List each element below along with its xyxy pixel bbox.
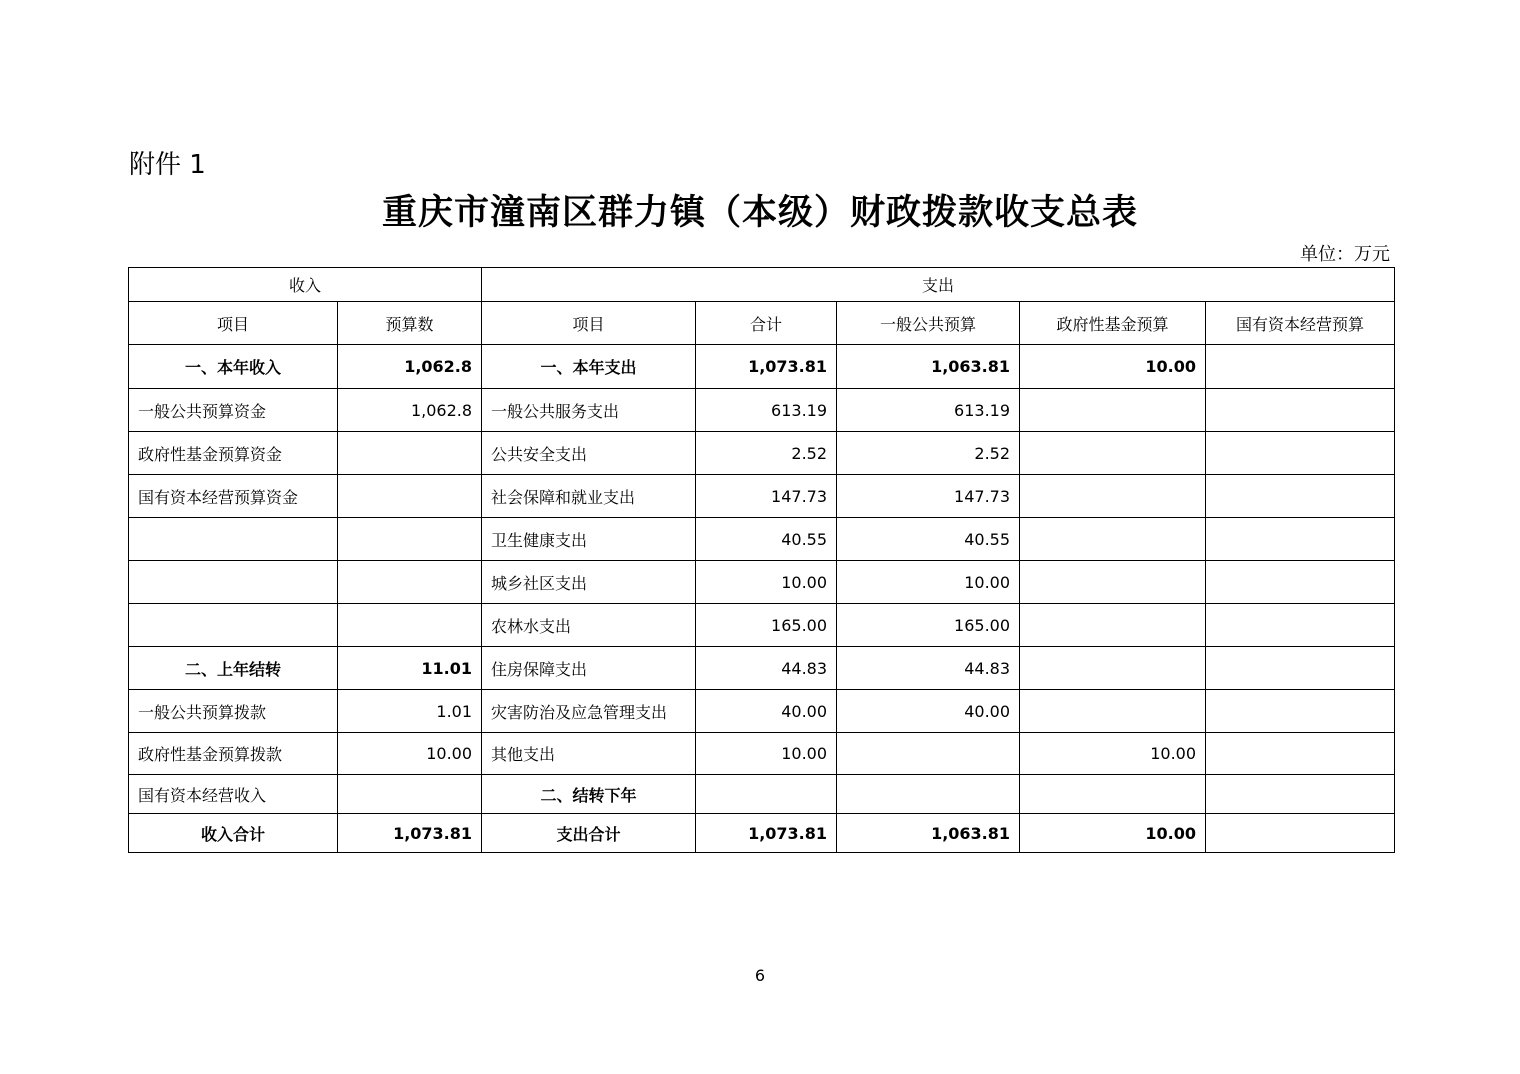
cell-expenditure-item: 一般公共服务支出: [482, 389, 696, 432]
group-header-row: [129, 268, 1395, 302]
cell-total: 147.73: [696, 475, 837, 518]
cell-expenditure-item: 社会保障和就业支出: [482, 475, 696, 518]
cell-general-budget: 44.83: [837, 647, 1020, 690]
cell-general-budget: 1,063.81: [837, 814, 1020, 853]
col-header-expenditure-item: 项目: [482, 302, 696, 345]
cell-state-capital-budget: [1206, 389, 1395, 432]
cell-state-capital-budget: [1206, 733, 1395, 775]
cell-state-capital-budget: [1206, 475, 1395, 518]
cell-income-item: [129, 604, 338, 647]
unit-label: 单位：万元: [1300, 244, 1390, 265]
cell-general-budget: 40.55: [837, 518, 1020, 561]
cell-expenditure-item: 城乡社区支出: [482, 561, 696, 604]
cell-income-item: 国有资本经营收入: [129, 775, 338, 814]
cell-state-capital-budget: [1206, 345, 1395, 389]
cell-income-item: 国有资本经营预算资金: [129, 475, 338, 518]
cell-fund-budget: 10.00: [1020, 814, 1206, 853]
table-row: [129, 345, 1395, 389]
cell-total: 10.00: [696, 561, 837, 604]
table-row: [129, 518, 1395, 561]
cell-total: 1,073.81: [696, 345, 837, 389]
cell-expenditure-item: 一、本年支出: [482, 345, 696, 389]
cell-total: 44.83: [696, 647, 837, 690]
cell-general-budget: [837, 775, 1020, 814]
column-header-row: [129, 302, 1395, 345]
cell-income-budget: 1,062.8: [338, 345, 482, 389]
cell-fund-budget: [1020, 432, 1206, 475]
col-header-general-budget: 一般公共预算: [837, 302, 1020, 345]
cell-income-item: 二、上年结转: [129, 647, 338, 690]
cell-general-budget: 1,063.81: [837, 345, 1020, 389]
cell-fund-budget: [1020, 518, 1206, 561]
cell-general-budget: 147.73: [837, 475, 1020, 518]
cell-fund-budget: [1020, 604, 1206, 647]
cell-income-budget: 1,062.8: [338, 389, 482, 432]
col-header-total: 合计: [696, 302, 837, 345]
cell-income-budget: 1,073.81: [338, 814, 482, 853]
table-row: [129, 561, 1395, 604]
cell-total: 40.00: [696, 690, 837, 733]
cell-total: 2.52: [696, 432, 837, 475]
cell-income-budget: 1.01: [338, 690, 482, 733]
cell-income-budget: [338, 518, 482, 561]
table-row: [129, 604, 1395, 647]
table-row: [129, 733, 1395, 775]
cell-general-budget: 165.00: [837, 604, 1020, 647]
cell-income-budget: 11.01: [338, 647, 482, 690]
cell-income-budget: [338, 775, 482, 814]
cell-expenditure-item: 卫生健康支出: [482, 518, 696, 561]
cell-total: 613.19: [696, 389, 837, 432]
table-row: [129, 389, 1395, 432]
cell-fund-budget: [1020, 690, 1206, 733]
cell-expenditure-item: 公共安全支出: [482, 432, 696, 475]
cell-state-capital-budget: [1206, 432, 1395, 475]
page-title: 重庆市潼南区群力镇（本级）财政拨款收支总表: [381, 192, 1138, 233]
cell-income-item: [129, 518, 338, 561]
cell-general-budget: 40.00: [837, 690, 1020, 733]
cell-fund-budget: [1020, 647, 1206, 690]
income-group-header: 收入: [129, 268, 482, 302]
cell-income-item: 一、本年收入: [129, 345, 338, 389]
table-row: [129, 690, 1395, 733]
cell-income-item: 一般公共预算拨款: [129, 690, 338, 733]
attachment-label: 附件 1: [129, 150, 206, 180]
cell-state-capital-budget: [1206, 604, 1395, 647]
cell-expenditure-item: 住房保障支出: [482, 647, 696, 690]
table-row: [129, 432, 1395, 475]
cell-income-item: 政府性基金预算资金: [129, 432, 338, 475]
cell-income-budget: [338, 561, 482, 604]
table-row: [129, 475, 1395, 518]
budget-summary-table: [128, 267, 1395, 853]
cell-fund-budget: 10.00: [1020, 733, 1206, 775]
cell-total: 1,073.81: [696, 814, 837, 853]
col-header-income-item: 项目: [129, 302, 338, 345]
cell-income-budget: 10.00: [338, 733, 482, 775]
cell-general-budget: 10.00: [837, 561, 1020, 604]
cell-expenditure-item: 支出合计: [482, 814, 696, 853]
cell-income-budget: [338, 432, 482, 475]
col-header-state-capital-budget: 国有资本经营预算: [1206, 302, 1395, 345]
cell-total: 40.55: [696, 518, 837, 561]
cell-fund-budget: [1020, 561, 1206, 604]
cell-state-capital-budget: [1206, 561, 1395, 604]
cell-expenditure-item: 其他支出: [482, 733, 696, 775]
page-number: 6: [754, 966, 766, 985]
expenditure-group-header: 支出: [482, 268, 1395, 302]
cell-income-budget: [338, 475, 482, 518]
cell-state-capital-budget: [1206, 647, 1395, 690]
cell-state-capital-budget: [1206, 690, 1395, 733]
cell-expenditure-item: 二、结转下年: [482, 775, 696, 814]
cell-total: 165.00: [696, 604, 837, 647]
cell-total: 10.00: [696, 733, 837, 775]
cell-general-budget: 613.19: [837, 389, 1020, 432]
cell-income-item: 收入合计: [129, 814, 338, 853]
cell-state-capital-budget: [1206, 814, 1395, 853]
cell-state-capital-budget: [1206, 518, 1395, 561]
cell-income-budget: [338, 604, 482, 647]
cell-total: [696, 775, 837, 814]
cell-income-item: 政府性基金预算拨款: [129, 733, 338, 775]
cell-general-budget: [837, 733, 1020, 775]
table-row: [129, 814, 1395, 853]
cell-income-item: 一般公共预算资金: [129, 389, 338, 432]
col-header-fund-budget: 政府性基金预算: [1020, 302, 1206, 345]
table-row: [129, 775, 1395, 814]
cell-income-item: [129, 561, 338, 604]
cell-general-budget: 2.52: [837, 432, 1020, 475]
cell-state-capital-budget: [1206, 775, 1395, 814]
cell-expenditure-item: 农林水支出: [482, 604, 696, 647]
col-header-income-budget: 预算数: [338, 302, 482, 345]
cell-fund-budget: [1020, 389, 1206, 432]
cell-fund-budget: [1020, 775, 1206, 814]
cell-fund-budget: [1020, 475, 1206, 518]
cell-fund-budget: 10.00: [1020, 345, 1206, 389]
cell-expenditure-item: 灾害防治及应急管理支出: [482, 690, 696, 733]
table-row: [129, 647, 1395, 690]
